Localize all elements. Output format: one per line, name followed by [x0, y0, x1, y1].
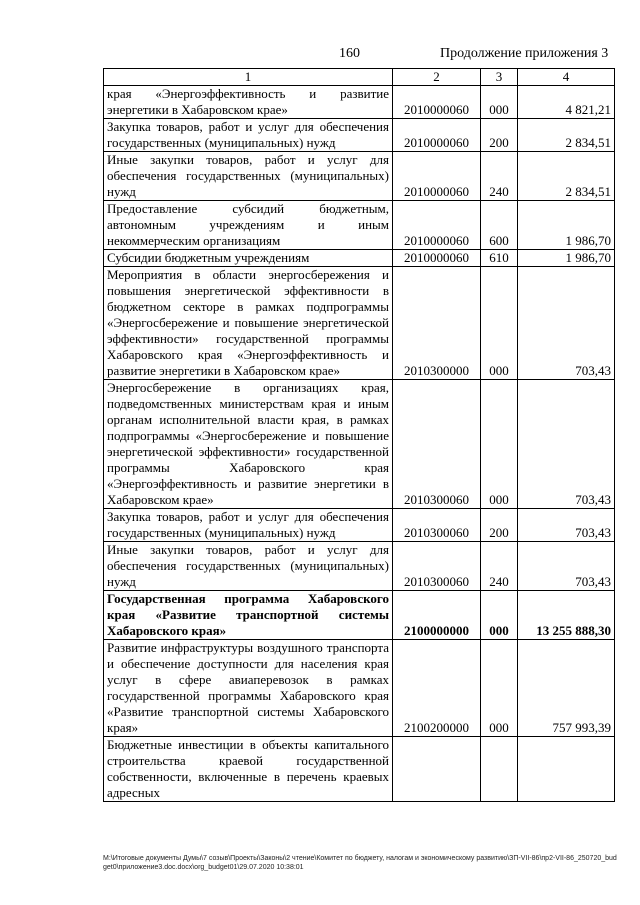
row-code	[393, 737, 481, 802]
row-type: 000	[481, 267, 518, 380]
row-amount: 703,43	[518, 509, 615, 542]
row-amount: 703,43	[518, 542, 615, 591]
row-name: Иные закупки товаров, работ и услуг для обеспечения государственных (муниципальных) нужд	[104, 542, 393, 591]
table-row-program	[104, 591, 615, 640]
budget-table	[103, 68, 615, 802]
appendix-caption: Продолжение приложения 3	[440, 46, 609, 61]
row-type: 200	[481, 509, 518, 542]
row-amount: 703,43	[518, 267, 615, 380]
file-path-footer: М:\Итоговые документы Думы\7 созыв\Проекты\Законы\2 чтение\Комитет по бюджету, налогам и экономическому развитию\ЗП-VII-86\пр2-VII-86_250720_budget0\приложение3.doc.docx\org_budget01\29.07.2020 10:38:01	[103, 855, 617, 871]
row-amount: 757 993,39	[518, 640, 615, 737]
row-type	[481, 737, 518, 802]
row-code: 2100000000	[393, 591, 481, 640]
column-header-1: 1	[104, 69, 393, 86]
table-row	[104, 267, 615, 380]
row-code: 2010000060	[393, 152, 481, 201]
row-name: Закупка товаров, работ и услуг для обеспечения государственных (муниципальных) нужд	[104, 119, 393, 152]
row-amount: 4 821,21	[518, 86, 615, 119]
row-code: 2010300060	[393, 542, 481, 591]
row-code: 2010000060	[393, 119, 481, 152]
column-header-3: 3	[481, 69, 518, 86]
row-type: 240	[481, 542, 518, 591]
row-code: 2010300060	[393, 380, 481, 509]
column-header-4: 4	[518, 69, 615, 86]
page-number: 160	[339, 46, 360, 61]
row-type: 000	[481, 86, 518, 119]
row-type: 000	[481, 591, 518, 640]
row-type: 240	[481, 152, 518, 201]
column-header-2: 2	[393, 69, 481, 86]
row-amount: 2 834,51	[518, 119, 615, 152]
row-amount: 703,43	[518, 380, 615, 509]
row-type: 000	[481, 640, 518, 737]
row-type: 200	[481, 119, 518, 152]
row-code: 2010000060	[393, 201, 481, 250]
row-code: 2010300000	[393, 267, 481, 380]
row-name: Иные закупки товаров, работ и услуг для обеспечения государственных (муниципальных) нужд	[104, 152, 393, 201]
row-name: края «Энергоэффективность и развитие энергетики в Хабаровском крае»	[104, 86, 393, 119]
table-row	[104, 542, 615, 591]
row-code: 2010000060	[393, 250, 481, 267]
table-row	[104, 250, 615, 267]
row-name: Энергосбережение в организациях края, подведомственных министерствам края и иным органам исполнительной власти края, в рамках подпрограммы «Энергосбережение и повышение энергетической эффективности» государственной программы Хабаровского края «Энергоэффективность и развитие энергетики в Хабаровском крае»	[104, 380, 393, 509]
row-name: Закупка товаров, работ и услуг для обеспечения государственных (муниципальных) нужд	[104, 509, 393, 542]
row-code: 2010000060	[393, 86, 481, 119]
row-amount: 1 986,70	[518, 250, 615, 267]
row-amount	[518, 737, 615, 802]
table-row	[104, 380, 615, 509]
row-type: 000	[481, 380, 518, 509]
table-row	[104, 640, 615, 737]
row-code: 2010300060	[393, 509, 481, 542]
row-name: Субсидии бюджетным учреждениям	[104, 250, 393, 267]
table-row	[104, 509, 615, 542]
row-name: Предоставление субсидий бюджетным, автономным учреждениям и иным некоммерческим организациям	[104, 201, 393, 250]
row-code: 2100200000	[393, 640, 481, 737]
row-name: Развитие инфраструктуры воздушного транспорта и обеспечение доступности для населения края услуг в сфере авиаперевозок в рамках государственной программы Хабаровского края «Развитие транспортной системы Хабаровского края»	[104, 640, 393, 737]
row-name: Государственная программа Хабаровского края «Развитие транспортной системы Хабаровского края»	[104, 591, 393, 640]
table-row	[104, 119, 615, 152]
table-row	[104, 737, 615, 802]
row-amount: 1 986,70	[518, 201, 615, 250]
row-type: 600	[481, 201, 518, 250]
table-row	[104, 86, 615, 119]
table-row	[104, 201, 615, 250]
row-type: 610	[481, 250, 518, 267]
table-row	[104, 152, 615, 201]
row-name: Мероприятия в области энергосбережения и повышения энергетической эффективности в бюджетном секторе в рамках подпрограммы «Энергосбережение и повышение энергетической эффективности» государственной программы Хабаровского края «Энергоэффективность и развитие энергетики в Хабаровском крае»	[104, 267, 393, 380]
row-amount: 2 834,51	[518, 152, 615, 201]
table-header-row	[104, 69, 615, 86]
row-name: Бюджетные инвестиции в объекты капитального строительства краевой государственной собственности, включенные в перечень краевых адресных	[104, 737, 393, 802]
row-amount: 13 255 888,30	[518, 591, 615, 640]
